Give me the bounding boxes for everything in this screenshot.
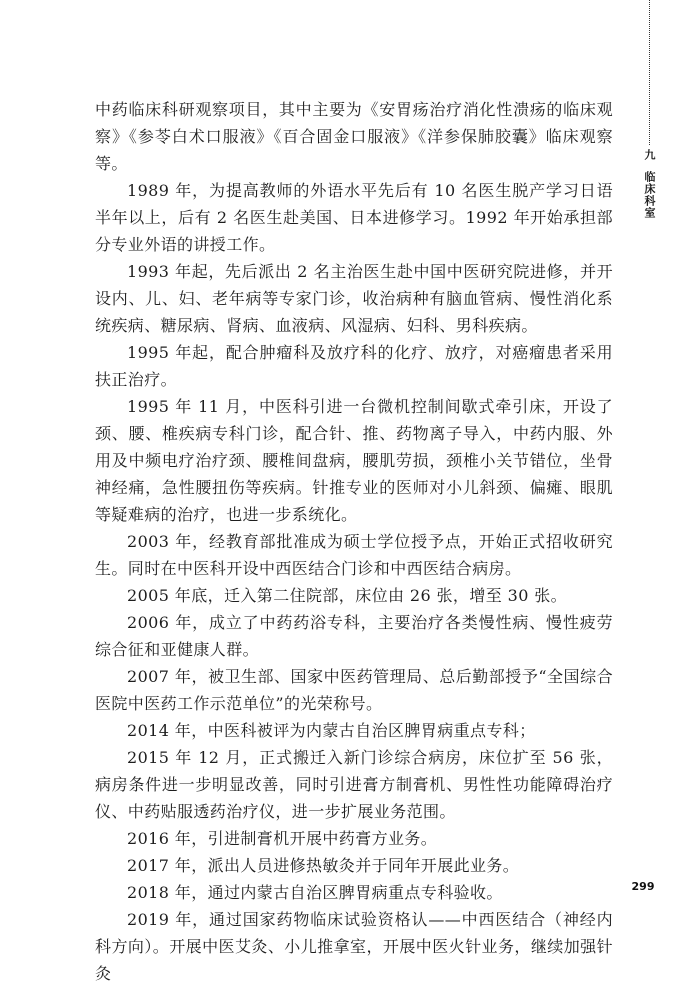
paragraph: 1993 年起，先后派出 2 名主治医生赴中国中医研究院进修，并开设内、儿、妇、老年病等专家门诊，收治病种有脑血管病、慢性消化系统疾病、糖尿病、肾病、血液病、风湿病、妇科、男科疾病。 bbox=[95, 262, 613, 335]
paragraph: 中药临床科研观察项目，其中主要为《安胃疡治疗消化性溃疡的临床观察》《参苓白术口服液》《百合固金口服液》《洋参保肺胶囊》临床观察等。 bbox=[95, 100, 613, 173]
paragraph: 2014 年，中医科被评为内蒙古自治区脾胃病重点专科； bbox=[127, 721, 536, 740]
paragraph: 1995 年起，配合肿瘤科及放疗科的化疗、放疗，对癌瘤患者采用扶正治疗。 bbox=[95, 343, 613, 389]
page-number: 299 bbox=[631, 880, 655, 893]
paragraph: 2015 年 12 月，正式搬迁入新门诊综合病房，床位扩至 56 张，病房条件进一步明显改善，同时引进膏方制膏机、男性性功能障碍治疗仪、中药贴服透药治疗仪，进一步扩展业务范围。 bbox=[95, 748, 613, 821]
paragraph: 2006 年，成立了中药药浴专科，主要治疗各类慢性病、慢性疲劳综合征和亚健康人群。 bbox=[95, 613, 613, 659]
section-title: 临床科室 bbox=[643, 171, 656, 219]
paragraph: 2017 年，派出人员进修热敏灸并于同年开展此业务。 bbox=[127, 856, 520, 875]
paragraph: 2003 年，经教育部批准成为硕士学位授予点，开始正式招收研究生。同时在中医科开设中西医结合门诊和中西医结合病房。 bbox=[95, 532, 613, 578]
paragraph: 2016 年，引进制膏机开展中药膏方业务。 bbox=[127, 829, 438, 848]
margin-dotted-rule bbox=[649, 0, 650, 145]
chapter-number: 九 bbox=[643, 149, 656, 160]
paragraph: 1995 年 11 月，中医科引进一台微机控制间歇式牵引床，开设了颈、腰、椎疾病专科门诊，配合针、推、药物离子导入，中药内服、外用及中频电疗治疗颈、腰椎间盘病，腰肌劳损，颈椎小关节错位，坐骨神经痛，急性腰扭伤等疾病。针推专业的医师对小儿斜颈、偏瘫、眼肌等疑难病的治疗，也进一步系统化。 bbox=[95, 397, 613, 524]
body-text bbox=[95, 96, 613, 987]
paragraph: 2019 年，通过国家药物临床试验资格认——中西医结合（神经内科方向）。开展中医艾灸、小儿推拿室，开展中医火针业务，继续加强针灸 bbox=[95, 910, 613, 983]
paragraph: 2018 年，通过内蒙古自治区脾胃病重点专科验收。 bbox=[127, 883, 503, 902]
paragraph: 2007 年，被卫生部、国家中医药管理局、总后勤部授予“全国综合医院中医药工作示范单位”的光荣称号。 bbox=[95, 667, 613, 713]
paragraph: 2005 年底，迁入第二住院部，床位由 26 张，增至 30 张。 bbox=[127, 586, 568, 605]
paragraph: 1989 年，为提高教师的外语水平先后有 10 名医生脱产学习日语半年以上，后有 2 名医生赴美国、日本进修学习。1992 年开始承担部分专业外语的讲授工作。 bbox=[95, 181, 613, 254]
